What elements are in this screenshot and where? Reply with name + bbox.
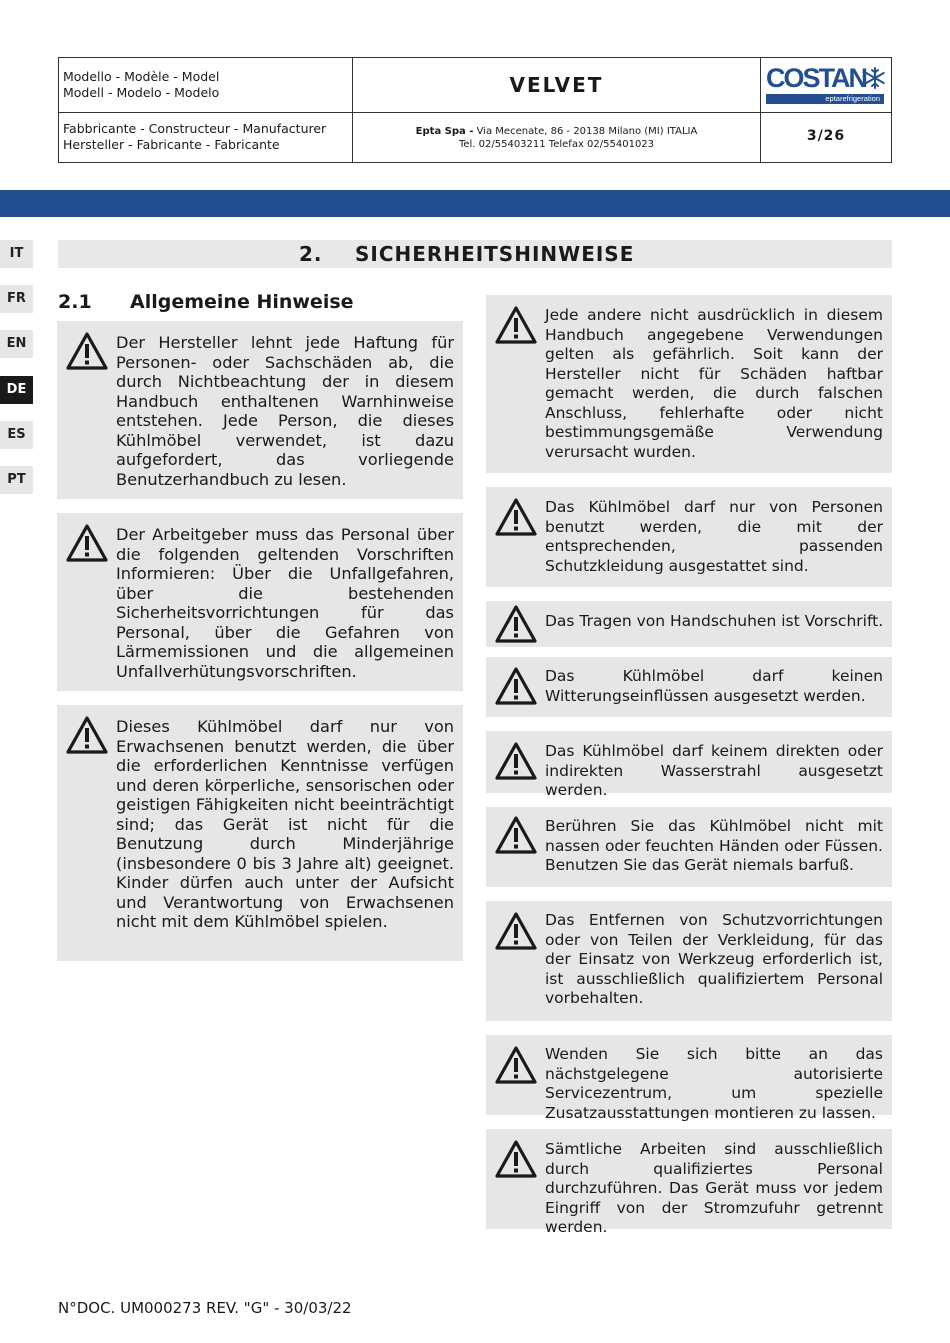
logo-word: COSTAN: [766, 63, 866, 93]
section-title: [58, 240, 892, 268]
warning-triangle-icon: [494, 911, 538, 951]
warning-text: Berühren Sie das Kühlmöbel nicht mit nassen oder feuchten Händen oder Füssen. Benutzen Sie das Gerät niemals barfuß.: [545, 817, 883, 874]
warning-text: Der Hersteller lehnt jede Haftung für Personen- oder Sachschäden ab, die durch Nichtbeachtung der in diesem Handbuch enthaltenen Warnhinweise entstehen. Jede Person, die dieses Kühlmöbel verwendet, ist dazu aufgefordert, das vorliegende Benutzerhandbuch zu lesen.: [116, 333, 454, 489]
warning-text: Jede andere nicht ausdrücklich in diesem Handbuch angegebene Verwendungen gelten als gefährlich. Soit kann der Hersteller nicht für Schäden haftbar gemacht werden, die durch falschen Anschluss, fehlerhafte oder nicht bestimmungsgemäße Verwendung verursacht wurden.: [545, 306, 883, 461]
manufacturer-info: [353, 112, 760, 151]
warning-triangle-icon: [494, 741, 538, 781]
warning-triangle-icon: [494, 1139, 538, 1179]
warning-text: Sämtliche Arbeiten sind ausschließlich durch qualifiziertes Personal durchzuführen. Das Gerät muss vor jedem Eingriff von der Stromzufuhr getrennt werden.: [545, 1140, 883, 1236]
warning-triangle-icon: [494, 1045, 538, 1085]
page-number: 3/26: [806, 128, 846, 144]
warning-box: [57, 513, 463, 691]
manufacturer-cell: [353, 112, 761, 162]
lang-tab-es[interactable]: ES: [0, 421, 33, 449]
warning-text: Das Tragen von Handschuhen ist Vorschrift.: [545, 612, 884, 630]
warning-triangle-icon: [65, 331, 109, 371]
warning-text: Das Kühlmöbel darf keinen Witterungseinflüssen ausgesetzt werden.: [545, 667, 883, 705]
warning-text: Dieses Kühlmöbel darf nur von Erwachsenen benutzt werden, die über die erforderlichen Kenntnisse verfügen und deren körperliche, sensorischen oder geistigen Fähigkeiten nicht beeinträchtigt sind; das Gerät ist nicht für die Benutzung durch Minderjährige (insbesondere 0 bis 3 Jahre alt) geeignet. Kinder dürfen auch unter der Aufsicht und Verantwortung von Erwachsenen nicht mit dem Kühlmöbel spielen.: [116, 717, 454, 931]
warning-text: Das Kühlmöbel darf nur von Personen benutzt werden, die mit der entsprechenden, passenden Schutzkleidung ausgestattet sind.: [545, 498, 883, 575]
warning-box: [486, 1129, 892, 1236]
warning-text: Der Arbeitgeber muss das Personal über die folgenden geltenden Vorschriften Informieren: Über die Unfallgefahren, über die bestehenden Sicherheitsvorrichtungen für das Personal, über die Gefahren von Lärmemissionen und die allgemeinen Unfallverhütungsvorschriften.: [116, 525, 454, 681]
warning-box: [486, 901, 892, 1021]
warning-box: [57, 705, 463, 961]
document-header: [58, 57, 892, 163]
warning-box: [57, 321, 463, 499]
warning-triangle-icon: [65, 523, 109, 563]
warning-box: [486, 731, 892, 799]
lang-tab-de[interactable]: DE: [0, 376, 33, 404]
manufacturer-label-line1: Fabbricante - Constructeur - Manufacturer: [63, 121, 327, 136]
warning-box: [486, 807, 892, 887]
model-label-line2: Modell - Modelo - Modelo: [63, 85, 220, 100]
logo-subtext: eptarefrigeration: [766, 94, 884, 104]
warning-triangle-icon: [494, 666, 538, 706]
section-heading: SICHERHEITSHINWEISE: [355, 242, 635, 266]
model-name-cell: [353, 58, 761, 112]
subsection-number: 2.1: [58, 291, 92, 313]
model-label-line1: Modello - Modèle - Model: [63, 69, 220, 84]
logo-cell: [761, 58, 891, 112]
lang-tab-en[interactable]: EN: [0, 330, 33, 358]
warning-text: Das Kühlmöbel darf keinem direkten oder indirekten Wasserstrahl ausgesetzt werden.: [545, 742, 883, 799]
costan-logo: [766, 64, 888, 106]
warning-box: [486, 601, 892, 647]
warning-text: Wenden Sie sich bitte an das nächstgelegene autorisierte Servicezentrum, um spezielle Zusatzausstattungen montieren zu lassen.: [545, 1045, 883, 1122]
snowflake-icon: [863, 66, 887, 90]
lang-tab-it[interactable]: IT: [0, 240, 33, 268]
warning-triangle-icon: [494, 604, 538, 644]
document-number: N°DOC. UM000273 REV. "G" - 30/03/22: [58, 1299, 352, 1317]
warning-text: Das Entfernen von Schutzvorrichtungen oder von Teilen der Verkleidung, für das der Einsatz von Werkzeug erforderlich ist, ist ausschließlich qualifiziertem Personal vorbehalten.: [545, 911, 883, 1007]
model-name: VELVET: [509, 73, 604, 97]
warning-box: [486, 1035, 892, 1122]
model-label: [59, 58, 353, 112]
page-number-cell: [761, 112, 891, 162]
warning-triangle-icon: [494, 497, 538, 537]
manufacturer-label: [59, 112, 353, 162]
manufacturer-label-line2: Hersteller - Fabricante - Fabricante: [63, 137, 280, 152]
warning-triangle-icon: [65, 715, 109, 755]
header-band: [0, 190, 950, 217]
manufacturer-phone: Tel. 02/55403211 Telefax 02/55401023: [458, 139, 655, 150]
header-row-manufacturer: [59, 112, 891, 162]
warning-box: [486, 487, 892, 587]
warning-box: [486, 295, 892, 473]
subsection-heading: Allgemeine Hinweise: [130, 291, 354, 313]
warning-box: [486, 657, 892, 717]
lang-tab-pt[interactable]: PT: [0, 466, 33, 494]
lang-tab-fr[interactable]: FR: [0, 285, 33, 313]
manufacturer-name: Epta Spa -: [415, 126, 474, 137]
section-number: 2.: [299, 242, 323, 266]
warning-triangle-icon: [494, 815, 538, 855]
manufacturer-address: Via Mecenate, 86 - 20138 Milano (MI) ITALIA: [473, 126, 698, 137]
warning-triangle-icon: [494, 305, 538, 345]
header-row-model: [59, 58, 891, 113]
